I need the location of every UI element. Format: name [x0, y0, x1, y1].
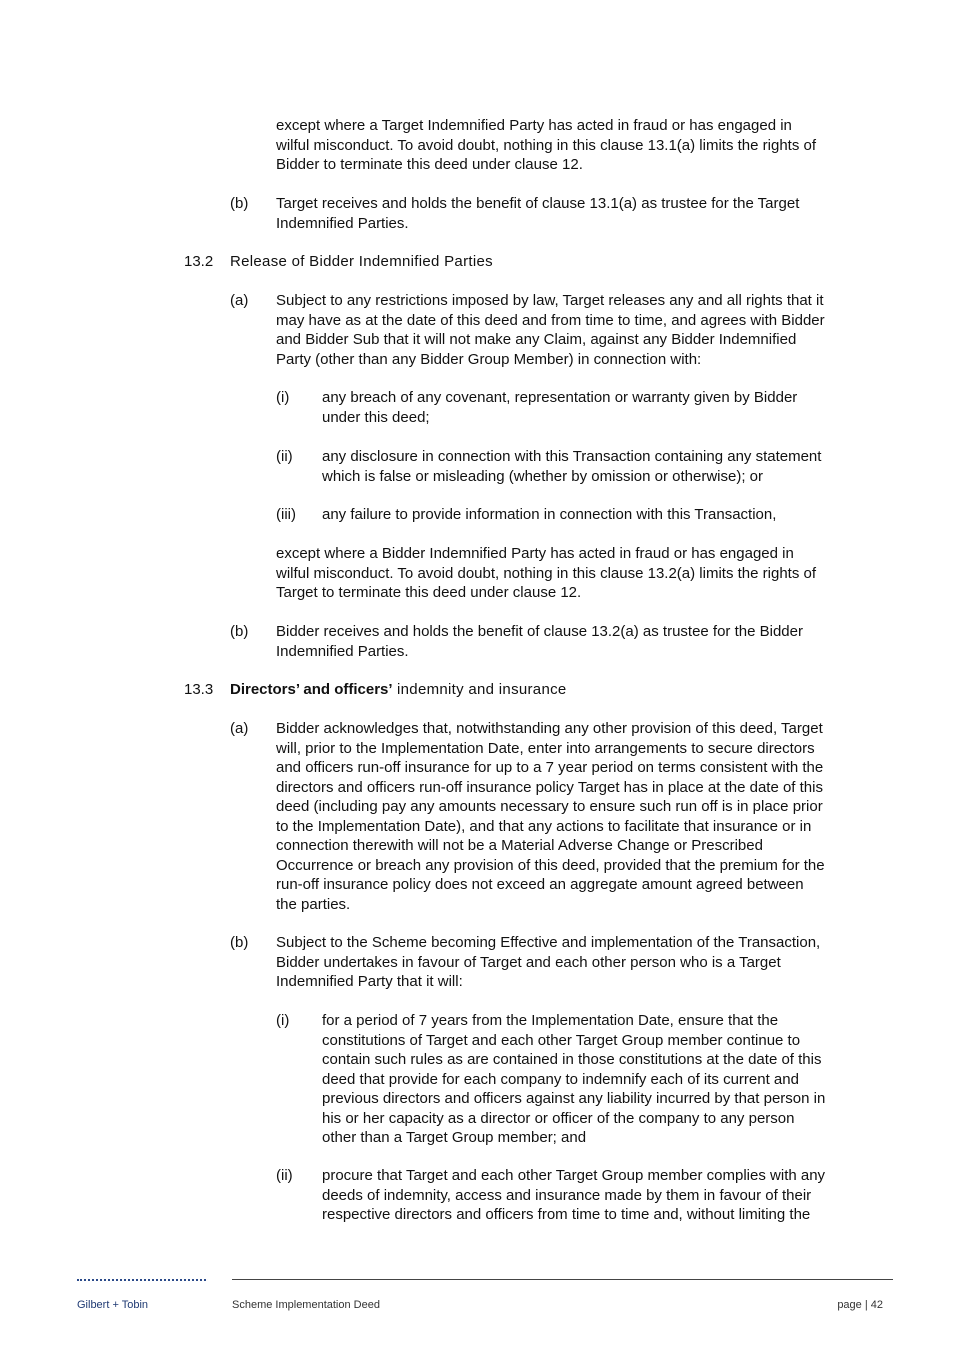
clause-13-1-b-label: (b): [230, 195, 249, 212]
clause-13-2-a-iii-label: (iii): [276, 506, 296, 523]
clause-13-3-b-i-label: (i): [276, 1012, 290, 1029]
clause-13-2-a-i-label: (i): [276, 389, 290, 406]
clause-13-3-b-i-text: for a period of 7 years from the Implementation Date, ensure that the constitutions of Target and each other Target Group member continue to contain such rules as are contained in those constitutions at the date of this deed that provide for each company to indemnify each of its current and previous directors and officers against any liability incurred by that person in his or her capacity as a director or officer of the company to any person other than a Target Group member; and: [322, 1012, 826, 1146]
clause-13-2-a-text: Subject to any restrictions imposed by law, Target releases any and all rights that it may have as at the date of this deed and from time to time, and agrees with Bidder and Bidder Sub that it will not make any Claim, against any Bidder Indemnified Party (other than any Bidder Group Member) in connection with:: [276, 292, 825, 368]
clause-13-2-a-i-text: any breach of any covenant, representation or warranty given by Bidder under this deed;: [322, 389, 798, 426]
clause-13-3-heading: [184, 680, 684, 700]
clause-13-3-b-ii-label: (ii): [276, 1167, 293, 1184]
clause-13-3-a-text: Bidder acknowledges that, notwithstanding any other provision of this deed, Target will, prior to the Implementation Date, enter into arrangements to secure directors and officers run-off insurance for up to a 7 year period on terms consistent with the directors and officers run-off insurance policy Target has in place at the date of this deed (including pay any amounts necessary to ensure such run off is in place prior to the Implementation Date), and that any actions to facilitate that insurance or in connection therewith will not be a Material Adverse Change or Prescribed Occurrence or breach any provision of this deed, provided that the premium for the run-off insurance policy does not exceed an aggregate amount agreed between the parties.: [276, 720, 825, 913]
clause-13-2-heading: [184, 252, 684, 272]
clause-13-2-b-text: Bidder receives and holds the benefit of clause 13.2(a) as trustee for the Bidder Indemnified Parties.: [276, 623, 803, 660]
clause-13-2-number: 13.2: [184, 253, 214, 270]
clause-13-2-a-iii-text: any failure to provide information in connection with this Transaction,: [322, 506, 777, 523]
footer-firm-name: Gilbert + Tobin: [77, 1299, 149, 1311]
clause-13-2-a-ii-label: (ii): [276, 448, 293, 465]
footer-rule: [232, 1279, 893, 1280]
footer-page-number: page | 42: [837, 1299, 883, 1311]
clause-13-2-a-label: (a): [230, 292, 249, 309]
footer-document-title: Scheme Implementation Deed: [232, 1299, 380, 1311]
clause-13-3-title-bold: Directors’ and officers’: [230, 681, 393, 698]
clause-13-3-b-label: (b): [230, 934, 249, 951]
footer-dotted-rule: [77, 1279, 206, 1281]
clause-13-2-a-continuation: except where a Bidder Indemnified Party has acted in fraud or has engaged in wilful misconduct. To avoid doubt, nothing in this clause 13.2(a) limits the rights of Target to terminate this deed under clause 12.: [276, 545, 816, 601]
clause-13-3-a-label: (a): [230, 720, 249, 737]
clause-13-3-b-text: Subject to the Scheme becoming Effective and implementation of the Transaction, Bidder undertakes in favour of Target and each other person who is a Target Indemnified Party that it will:: [276, 934, 821, 990]
clause-13-3-title-rest: indemnity and insurance: [392, 681, 567, 698]
clause-13-2-b-label: (b): [230, 623, 249, 640]
clause-13-3-title: [230, 680, 567, 700]
clause-13-3-number: 13.3: [184, 681, 214, 698]
clause-13-2-title: Release of Bidder Indemnified Parties: [230, 253, 493, 270]
clause-13-2-a-ii-text: any disclosure in connection with this Transaction containing any statement which is false or misleading (whether by omission or otherwise); or: [322, 448, 822, 485]
clause-13-3-b-ii-text: procure that Target and each other Target Group member complies with any deeds of indemnity, access and insurance made by them in favour of their respective directors and officers from time to time and, without limiting the: [322, 1167, 826, 1223]
clause-13-1-continuation: except where a Target Indemnified Party has acted in fraud or has engaged in wilful misconduct. To avoid doubt, nothing in this clause 13.1(a) limits the rights of Bidder to terminate this deed under clause 12.: [276, 117, 816, 173]
clause-13-1-b-text: Target receives and holds the benefit of clause 13.1(a) as trustee for the Target Indemnified Parties.: [276, 195, 800, 232]
